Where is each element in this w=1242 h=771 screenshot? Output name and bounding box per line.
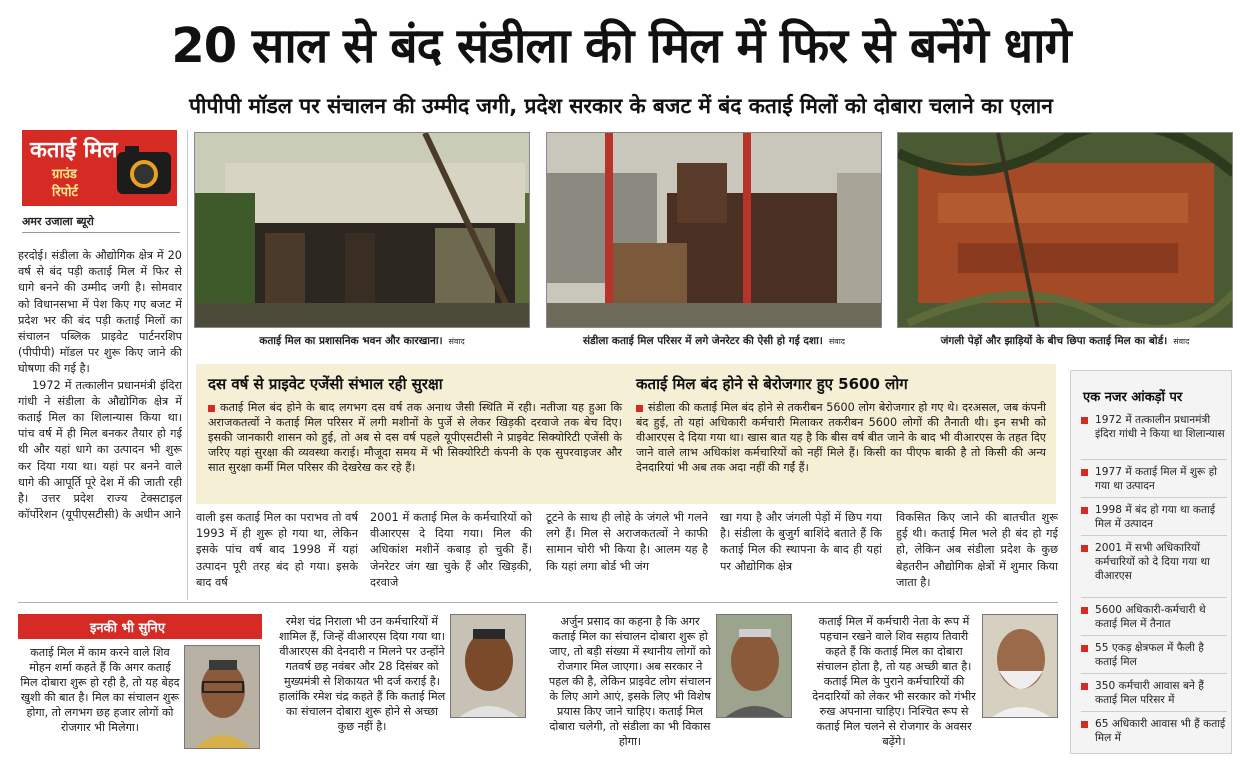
section-security-title: दस वर्ष से प्राइवेट एजेंसी संभाल रही सुरक्षा	[208, 375, 443, 393]
lead-paragraph-1: हरदोई। संडीला के औद्योगिक क्षेत्र में 20 वर्ष से बंद पड़ी कताई मिल में फिर से धागे बनने की उम्मीद जगी है। सोमवार को विधानसभा में पेश किए गए बजट में प्रदेश भर की बंद पड़ी कताई मिलों का संचालन पब्लिक प्राइवेट पार्टनरशिप (पीपीपी) मॉडल पर शुरू किए जाने की घोषणा की गई है।	[18, 249, 182, 376]
listen-banner-text: इनकी भी सुनिए	[90, 621, 166, 636]
photo-caption-1	[194, 334, 530, 348]
ground-report-badge	[22, 130, 177, 206]
photo-caption-3	[897, 334, 1233, 348]
quote-1: कताई मिल में काम करने वाले शिव मोहन शर्मा कहते हैं कि अगर कताई मिल दोबारा शुरू हो रही है, तो यह बेहद खुशी की बात है। मिल का संचालन शुरू होगा, तो लगभग छह हजार लोगों को रोजगार भी मिलेगा।	[20, 646, 180, 734]
section-security	[208, 374, 622, 475]
caption-text-2: संडीला कताई मिल परिसर में लगे जेनरेटर की ऐसी हो गई दशा।	[582, 335, 823, 347]
fact-item	[1081, 503, 1227, 531]
badge-line2: ग्राउंड	[52, 167, 77, 182]
section-unemployment-body	[636, 400, 1046, 475]
portrait-2	[450, 614, 526, 718]
caption-text-3: जंगली पेड़ों और झाड़ियों के बीच छिपा कताई मिल का बोर्ड।	[940, 335, 1168, 347]
badge-title: कताई मिल	[30, 138, 118, 163]
fact-text: 1998 में बंद हो गया था कताई मिल में उत्पादन	[1095, 504, 1216, 530]
highlight-box	[196, 364, 1056, 504]
subheadline: पीपीपी मॉडल पर संचालन की उम्मीद जगी, प्रदेश सरकार के बजट में बंद कताई मिलों को दोबारा चलाने का एलान	[189, 94, 1053, 118]
section-unemployment	[636, 374, 1046, 475]
photo-admin-building	[194, 132, 530, 328]
byline-rule	[22, 232, 180, 233]
bullet-icon	[636, 405, 643, 412]
bullet-icon	[208, 405, 215, 412]
badge-line3: रिपोर्ट	[52, 185, 78, 200]
listen-banner	[18, 614, 262, 639]
body-column-3: टूटने के साथ ही लोहे के जंगले भी गलने लगे हैं। मिल से अराजकतत्वों ने काफी सामान चोरी भी किया है। आलम यह है कि यहां लगा बोर्ड भी जंग	[546, 511, 708, 573]
lead-column	[18, 248, 182, 596]
fact-text: 1977 में कताई मिल में शुरू हो गया था उत्पादन	[1095, 466, 1218, 492]
caption-credit-1: संवाद	[448, 337, 465, 346]
body-column-2: 2001 में कताई मिल के कर्मचारियों को वीआरएस दे दिया गया। मिल की अधिकांश मशीनें कबाड़ हो चुकी हैं। जेनरेटर जंग खा चुके हैं और खिड़की, दरवाजे	[370, 511, 532, 589]
fact-item	[1081, 413, 1227, 441]
lead-divider	[187, 130, 188, 600]
caption-credit-3: संवाद	[1173, 337, 1190, 346]
section-unemployment-title: कताई मिल बंद होने से बेरोजगार हुए 5600 लोग	[636, 375, 908, 393]
body-column-4: खा गया है और जंगली पेड़ों में छिप गया है। संडीला के बुजुर्ग बाशिंदे बताते हैं कि कताई मिल की स्थापना के बाद ही यहां पर औद्योगिक क्षेत्र	[720, 511, 882, 573]
caption-credit-2: संवाद	[828, 337, 846, 346]
photo-rusted-board	[897, 132, 1233, 328]
headline: 20 साल से बंद संडीला की मिल में फिर से बनेंगे धागे	[171, 18, 1071, 74]
photo-caption-2	[546, 334, 882, 348]
fact-item	[1081, 717, 1227, 745]
fact-item	[1081, 465, 1227, 493]
fact-item	[1081, 603, 1227, 631]
facts-title: एक नजर आंकड़ों पर	[1083, 390, 1183, 405]
portrait-3	[716, 614, 792, 718]
byline: अमर उजाला ब्यूरो	[22, 215, 94, 228]
camera-icon	[117, 152, 171, 194]
fact-item	[1081, 679, 1227, 707]
section-security-body	[208, 400, 622, 475]
lead-paragraph-2: 1972 में तत्कालीन प्रधानमंत्री इंदिरा गांधी ने संडीला के औद्योगिक क्षेत्र में कताई मिल का शिलान्यास किया था। पांच वर्ष में ही मिल बनकर तैयार हो गई थी और यहां धागे का उत्पादन भी शुरू कर दिया गया था। यहां पर बनने वाले धागे की आपूर्ति पूरे देश में की जाती रही है। उत्तर प्रदेश राज्य टेक्सटाइल कॉर्पोरेशन (यूपीएसटीसी) के अधीन आने	[18, 378, 182, 522]
section-security-text: कताई मिल बंद होने के बाद लगभग दस वर्ष तक अनाथ जैसी स्थिति में रही। नतीजा यह हुआ कि अराजकतत्वों ने कताई मिल परिसर में लगी मशीनों के पुर्जे से लेकर खिड़की दरवाजे तक बेच दिए। इसकी जानकारी शासन को हुई, तो अब से दस वर्ष पहले यूपीएसटीसी ने प्राइवेट सिक्योरिटी एजेंसी के जरिए यहां सुरक्षा की व्यवस्था कराई। मौजूदा समय में भी सिक्योरिटी कंपनी के एक सुपरवाइजर और सात सुरक्षा कर्मी मिल परिसर की देखरेख कर रहे हैं।	[208, 401, 622, 474]
fact-item	[1081, 541, 1227, 583]
body-column-1: वाली इस कताई मिल का पराभव तो वर्ष 1993 में ही शुरू हो गया था, लेकिन इसके पांच वर्ष बाद 1998 में यहां उत्पादन पूरी तरह बंद हो गया। इसके बाद वर्ष	[196, 511, 358, 589]
quote-4: कताई मिल में कर्मचारी नेता के रूप में पहचान रखने वाले शिव सहाय तिवारी कहते हैं कि कताई मिल का दोबारा संचालन होता है, तो यह अच्छी बात है। कताई मिल के पुराने कर्मचारियों की देनदारियों को लेकर भी सरकार को गंभीर रुख अपनाना चाहिए। निश्चित रूप से कताई मिल चलने से रोजगार के अवसर बढ़ेंगे।	[812, 615, 976, 748]
portrait-4	[982, 614, 1058, 718]
quote-2: रमेश चंद्र निराला भी उन कर्मचारियों में शामिल हैं, जिन्हें वीआरएस दिया गया था। वीआरएस की देनदारी न मिलने पर उन्होंने गतवर्ष छह नवंबर और 28 दिसंबर को मुख्यमंत्री से शिकायत भी दर्ज कराई है। हालांकि रमेश चंद्र कहते हैं कि कताई मिल का संचालन दोबारा शुरू होने से अच्छा कुछ नहीं है।	[278, 615, 446, 733]
facts-sidebar	[1070, 370, 1232, 754]
photo-generator	[546, 132, 882, 328]
fact-text: 55 एकड़ क्षेत्रफल में फैली है कताई मिल	[1095, 642, 1204, 668]
caption-text-1: कताई मिल का प्रशासनिक भवन और कारखाना।	[259, 335, 443, 347]
section-unemployment-text: संडीला की कताई मिल बंद होने से तकरीबन 5600 लोग बेरोजगार हो गए थे। दरअसल, जब कंपनी बंद हुई, तो यहां अधिकारी कर्मचारी मिलाकर तकरीबन 5600 लोगों की तैनाती थी। इन सभी को वीआरएस दे दिया गया था। खास बात यह है कि बीस वर्ष बीत जाने के बाद भी वीआरएस के तहत दिए जाने वाले लाभ अधिकांश कर्मचारियों को नहीं मिले हैं। किसी का पीएफ बाकी है तो किसी की अन्य देनदारियां भी अब तक अदा नहीं की गईं हैं।	[636, 401, 1046, 474]
fact-text: 1972 में तत्कालीन प्रधानमंत्री इंदिरा गांधी ने किया था शिलान्यास	[1095, 414, 1225, 440]
portrait-1	[184, 645, 260, 749]
fact-text: 2001 में सभी अधिकारियों कर्मचारियों को दे दिया गया था वीआरएस	[1095, 542, 1210, 582]
fact-text: 350 कर्मचारी आवास बने हैं कताई मिल परिसर में	[1095, 680, 1204, 706]
body-column-5: विकसित किए जाने की बातचीत शुरू हुई थी। कताई मिल भले ही बंद हो गई हो, लेकिन अब संडीला प्रदेश के कुछ बेहतरीन औद्योगिक क्षेत्रों में शुमार किया जाता है।	[896, 511, 1058, 589]
fact-text: 5600 अधिकारी-कर्मचारी थे कताई मिल में तैनात	[1095, 604, 1206, 630]
quote-3: अर्जुन प्रसाद का कहना है कि अगर कताई मिल का संचालन दोबारा शुरू हो जाए, तो बड़ी संख्या में स्थानीय लोगों को रोजगार मिल जाएगा। अब सरकार ने पहल की है, लेकिन प्राइवेट लोग संचालन के लिए आगे आएं, इसके लिए भी विशेष प्रयास किए जाने चाहिए। कताई मिल दोबारा चलेगी, तो संडीला का भी विकास होगा।	[548, 615, 712, 748]
bottom-section-rule	[18, 602, 1058, 603]
fact-item	[1081, 641, 1227, 669]
fact-text: 65 अधिकारी आवास भी हैं कताई मिल में	[1095, 718, 1226, 744]
